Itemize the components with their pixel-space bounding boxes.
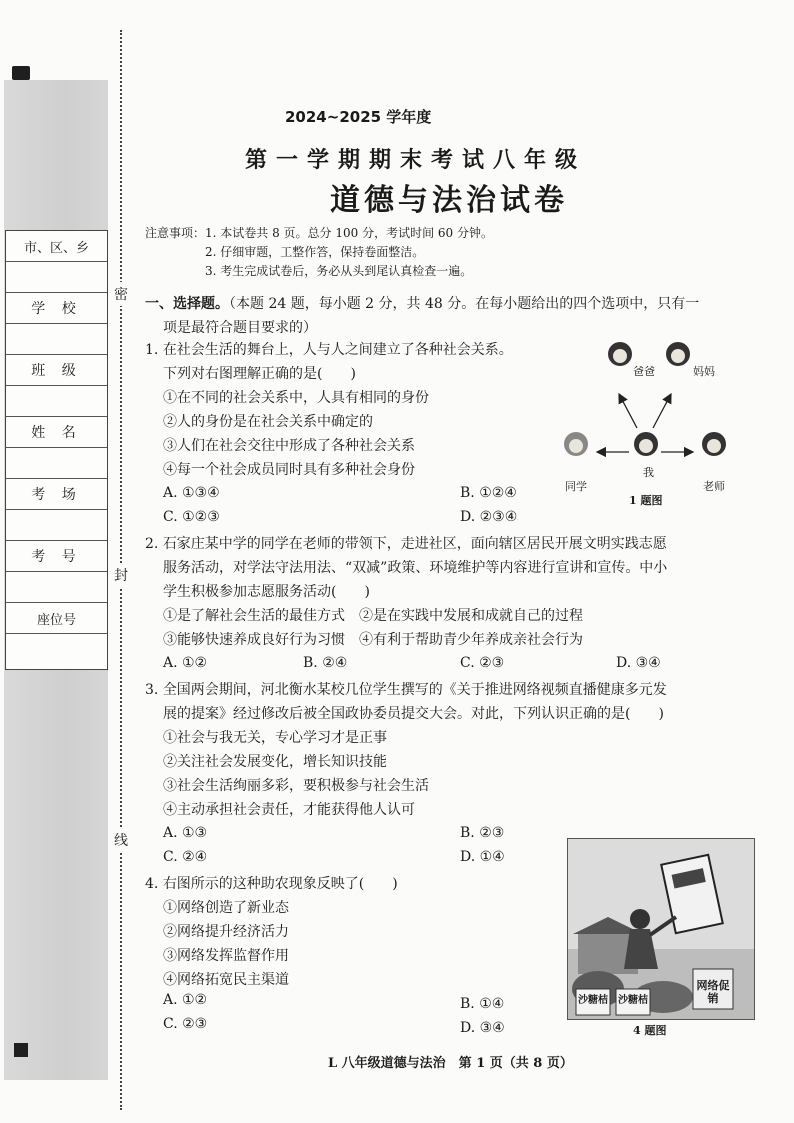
choice-a[interactable]: A. ①③: [163, 825, 208, 841]
choice-c[interactable]: C. ②③: [460, 655, 505, 671]
choice-c[interactable]: C. ②③: [163, 1016, 208, 1032]
teacher-avatar: [701, 432, 727, 462]
statement-option: ④主动承担社会责任，才能获得他人认可: [163, 802, 415, 818]
statement-options-row: ③能够快速养成良好行为习惯 ④有利于帮助青少年养成亲社会行为: [163, 632, 583, 648]
figure-4-caption: 4 题图: [633, 1024, 667, 1037]
question-number: 3.: [145, 682, 159, 698]
choice-d[interactable]: D. ③④: [460, 1020, 505, 1036]
info-label-class: 班 级: [6, 355, 107, 386]
bag-label: 沙糖桔: [578, 995, 608, 1006]
info-blank-class[interactable]: [6, 386, 107, 417]
question-1: [145, 338, 555, 482]
question-stem: 在社会生活的舞台上，人与人之间建立了各种社会关系。: [162, 342, 513, 358]
info-label-name: 姓 名: [6, 417, 107, 448]
registration-mark-top: [12, 66, 30, 80]
seal-char-feng: 封: [114, 563, 128, 587]
choice-b[interactable]: B. ①④: [460, 996, 505, 1012]
info-blank-exam-number[interactable]: [6, 572, 107, 603]
question-number: 4.: [145, 876, 159, 892]
choice-b[interactable]: B. ②③: [460, 825, 505, 841]
section-heading: [145, 292, 745, 340]
info-blank-seat[interactable]: [6, 634, 107, 665]
statement-option: ②人的身份是在社会关系中确定的: [163, 414, 373, 430]
statement-option: ③社会生活绚丽多彩，要积极参与社会生活: [163, 778, 429, 794]
statement-option: ④网络拓宽民主渠道: [163, 972, 289, 988]
question-number: 1.: [145, 342, 159, 358]
choice-c[interactable]: C. ①②③: [163, 509, 220, 525]
mom-avatar: [665, 342, 691, 372]
question-stem: 石家庄某中学的同学在老师的带领下，走进社区，面向辖区居民开展文明实践志愿: [162, 536, 667, 552]
question-3: [145, 678, 745, 822]
label-mom: 妈妈: [693, 365, 715, 378]
info-label-exam-room: 考 场: [6, 479, 107, 510]
info-blank-name[interactable]: [6, 448, 107, 479]
statement-option: ①网络创造了新业态: [163, 900, 289, 916]
note-item: 3. 考生完成试卷后，务必从头到尾认真检查一遍。: [205, 264, 473, 278]
statement-option: ③网络发挥监督作用: [163, 948, 289, 964]
info-label-exam-number: 考 号: [6, 541, 107, 572]
seal-char-xian: 线: [114, 828, 128, 852]
question-number: 2.: [145, 536, 159, 552]
dad-avatar: [607, 342, 633, 372]
choice-d[interactable]: D. ②③④: [460, 509, 518, 525]
figure-1-social-relations: [555, 338, 745, 508]
question-stem: 下列对右图理解正确的是( ): [163, 366, 356, 382]
label-classmate: 同学: [565, 480, 587, 493]
exam-notes: [145, 224, 493, 281]
sign-online-promotion: 网络促销: [696, 979, 730, 1005]
bag-label: 沙糖桔: [618, 995, 648, 1006]
notes-label: 注意事项：: [145, 226, 206, 240]
statement-options-row: ①是了解社会生活的最佳方式 ②是在实践中发展和成就自己的过程: [163, 608, 583, 624]
student-info-table: [5, 230, 108, 670]
academic-year: 2024~2025 学年度: [285, 108, 432, 126]
figure-1-caption: 1 题图: [629, 494, 663, 507]
note-item: 2. 仔细审题，工整作答，保持卷面整洁。: [205, 245, 425, 259]
label-me: 我: [643, 466, 654, 479]
info-blank-school[interactable]: [6, 324, 107, 355]
info-label-district: 市、区、乡: [6, 231, 107, 262]
choice-c[interactable]: C. ②④: [163, 849, 208, 865]
question-stem: 服务活动，对学法守法用法、“双减”政策、环境维护等内容进行宣讲和宣传。中小: [163, 560, 668, 576]
exam-title: 第一学期期末考试八年级: [245, 147, 587, 173]
section-instructions: （本题 24 题，每小题 2 分，共 48 分。在每小题给出的四个选项中，只有一: [229, 296, 700, 312]
question-4: [145, 872, 555, 992]
classmate-avatar: [563, 432, 589, 462]
page-footer: L 八年级道德与法治 第 1 页（共 8 页）: [328, 1056, 573, 1071]
question-stem: 展的提案》经过修改后被全国政协委员提交大会。对此，下列认识正确的是( ): [163, 706, 664, 722]
me-avatar: [633, 432, 659, 462]
note-item: 1. 本试卷共 8 页。总分 100 分，考试时间 60 分钟。: [205, 226, 493, 240]
statement-option: ②关注社会发展变化，增长知识技能: [163, 754, 387, 770]
label-dad: 爸爸: [633, 365, 655, 378]
question-stem: 全国两会期间，河北衡水某校几位学生撰写的《关于推进网络视频直播健康多元发: [162, 682, 667, 698]
statement-option: ①社会与我无关，专心学习才是正事: [163, 730, 387, 746]
choice-d[interactable]: D. ③④: [616, 655, 661, 671]
choice-a[interactable]: A. ①②: [163, 992, 208, 1008]
info-blank-district[interactable]: [6, 262, 107, 293]
registration-mark-bottom: [14, 1043, 28, 1057]
section-instructions-cont: 项是最符合题目要求的）: [163, 320, 317, 336]
info-label-school: 学 校: [6, 293, 107, 324]
label-teacher: 老师: [703, 480, 725, 493]
choice-b[interactable]: B. ②④: [303, 655, 348, 671]
choice-b[interactable]: B. ①②④: [460, 485, 517, 501]
question-stem: 右图所示的这种助农现象反映了( ): [162, 876, 398, 892]
section-label: 一、选择题。: [145, 296, 229, 312]
statement-option: ③人们在社会交往中形成了各种社会关系: [163, 438, 415, 454]
info-label-seat: 座位号: [6, 603, 107, 634]
statement-option: ④每一个社会成员同时具有多种社会身份: [163, 462, 415, 478]
seal-char-mi: 密: [114, 282, 128, 306]
question-2: [145, 532, 745, 652]
choice-d[interactable]: D. ①④: [460, 849, 505, 865]
question-stem: 学生积极参加志愿服务活动( ): [163, 584, 370, 600]
statement-option: ②网络提升经济活力: [163, 924, 289, 940]
figure-4-online-farm-sales: [567, 838, 755, 1020]
info-blank-exam-room[interactable]: [6, 510, 107, 541]
choice-a[interactable]: A. ①③④: [163, 485, 220, 501]
subject-title: 道德与法治试卷: [330, 183, 568, 218]
statement-option: ①在不同的社会关系中，人具有相同的身份: [163, 390, 429, 406]
choice-a[interactable]: A. ①②: [163, 655, 208, 671]
